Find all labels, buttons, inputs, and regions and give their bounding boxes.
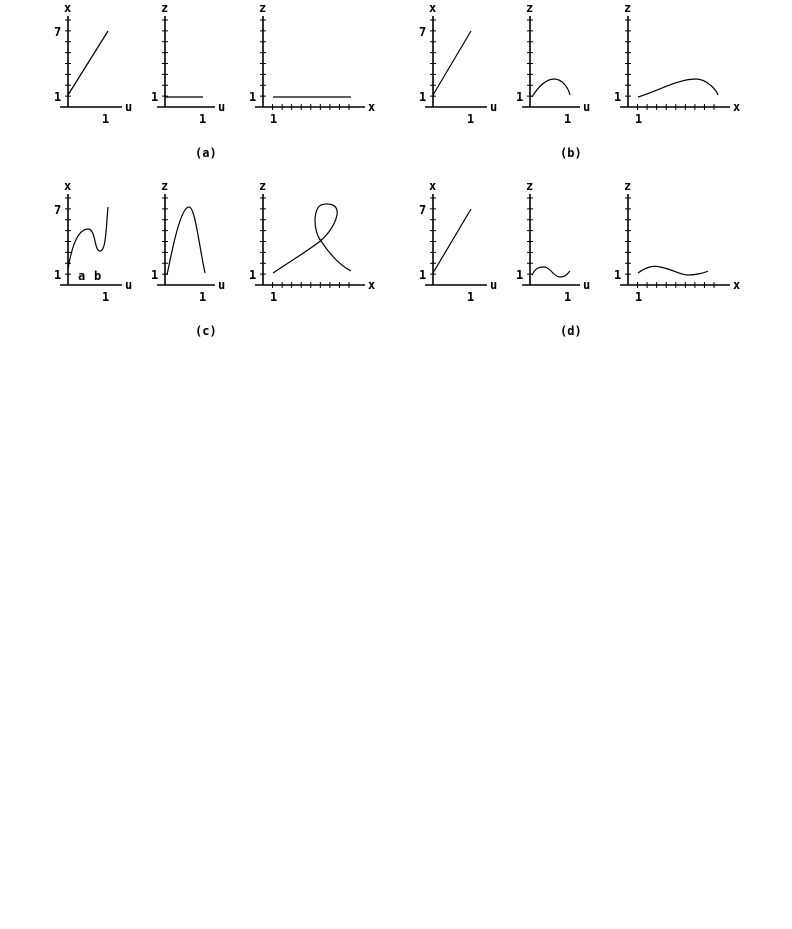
plot-z-vs-x bbox=[249, 179, 375, 304]
y-axis-label: x bbox=[64, 179, 72, 193]
curve bbox=[68, 207, 108, 269]
y-axis-label: z bbox=[624, 179, 632, 193]
x-axis-label: x bbox=[733, 100, 741, 114]
plot-x-vs-u bbox=[54, 1, 132, 126]
y-tick-label-bottom: 1 bbox=[54, 268, 62, 282]
plot-z-vs-u bbox=[151, 179, 225, 304]
x-tick-label: 1 bbox=[564, 290, 572, 304]
y-tick-label-bottom: 1 bbox=[249, 268, 257, 282]
y-tick-label-bottom: 1 bbox=[419, 268, 427, 282]
panel-caption: (c) bbox=[195, 324, 217, 338]
plot-x-vs-u bbox=[419, 1, 497, 126]
y-axis-label: x bbox=[64, 1, 72, 15]
plot-z-vs-u bbox=[151, 1, 225, 126]
y-tick-label-top: 7 bbox=[54, 25, 62, 39]
x-axis-label: u bbox=[583, 278, 591, 292]
y-axis-label: x bbox=[429, 1, 437, 15]
x-axis-label: u bbox=[218, 100, 226, 114]
y-tick-label-bottom: 1 bbox=[516, 268, 524, 282]
x-tick-label: 1 bbox=[564, 112, 572, 126]
x-axis-label: u bbox=[125, 100, 133, 114]
x-tick-label: 1 bbox=[467, 112, 475, 126]
y-tick-label-top: 7 bbox=[54, 203, 62, 217]
y-tick-label-bottom: 1 bbox=[614, 268, 622, 282]
y-axis-label: z bbox=[624, 1, 632, 15]
x-axis-label: u bbox=[125, 278, 133, 292]
y-tick-label-bottom: 1 bbox=[516, 90, 524, 104]
x-tick-label: 1 bbox=[199, 112, 207, 126]
curve bbox=[532, 267, 570, 277]
plot-x-vs-u bbox=[419, 179, 497, 304]
plot-x-vs-u bbox=[54, 179, 132, 304]
x-axis-label: u bbox=[490, 278, 498, 292]
panel-a bbox=[54, 1, 375, 160]
curve bbox=[167, 207, 205, 275]
y-tick-label-bottom: 1 bbox=[151, 268, 159, 282]
curve bbox=[532, 79, 570, 97]
y-axis-label: z bbox=[259, 179, 267, 193]
x-tick-label: 1 bbox=[270, 290, 278, 304]
y-tick-label-top: 7 bbox=[419, 203, 427, 217]
curve bbox=[433, 31, 471, 95]
x-axis-label: x bbox=[368, 278, 376, 292]
x-tick-label: 1 bbox=[102, 290, 110, 304]
y-tick-label-top: 7 bbox=[419, 25, 427, 39]
plot-z-vs-u bbox=[516, 1, 590, 126]
panel-caption: (b) bbox=[560, 146, 582, 160]
plot-z-vs-x bbox=[614, 179, 740, 304]
y-tick-label-bottom: 1 bbox=[419, 90, 427, 104]
x-axis-label: u bbox=[490, 100, 498, 114]
x-axis-label: x bbox=[368, 100, 376, 114]
y-axis-label: z bbox=[526, 179, 534, 193]
y-tick-label-bottom: 1 bbox=[614, 90, 622, 104]
y-tick-label-bottom: 1 bbox=[151, 90, 159, 104]
y-axis-label: z bbox=[161, 179, 169, 193]
x-tick-label: 1 bbox=[635, 290, 643, 304]
x-axis-label: x bbox=[733, 278, 741, 292]
x-axis-label: u bbox=[218, 278, 226, 292]
plot-z-vs-x bbox=[249, 1, 375, 126]
y-axis-label: z bbox=[161, 1, 169, 15]
panel-caption: (a) bbox=[195, 146, 217, 160]
curve bbox=[273, 204, 351, 273]
x-axis-label: u bbox=[583, 100, 591, 114]
y-axis-label: z bbox=[259, 1, 267, 15]
y-tick-label-bottom: 1 bbox=[249, 90, 257, 104]
y-axis-label: x bbox=[429, 179, 437, 193]
x-tick-label: 1 bbox=[199, 290, 207, 304]
annotation-b: b bbox=[94, 269, 102, 283]
panel-b bbox=[419, 1, 740, 160]
x-tick-label: 1 bbox=[102, 112, 110, 126]
x-tick-label: 1 bbox=[635, 112, 643, 126]
panel-caption: (d) bbox=[560, 324, 582, 338]
panel-c bbox=[54, 179, 375, 338]
curve bbox=[68, 31, 108, 95]
plot-z-vs-u bbox=[516, 179, 590, 304]
curve bbox=[638, 266, 708, 275]
panel-d bbox=[419, 179, 740, 338]
curve bbox=[433, 209, 471, 273]
x-tick-label: 1 bbox=[270, 112, 278, 126]
x-tick-label: 1 bbox=[467, 290, 475, 304]
annotation-a: a bbox=[78, 269, 86, 283]
curve bbox=[638, 79, 718, 97]
plot-z-vs-x bbox=[614, 1, 740, 126]
y-tick-label-bottom: 1 bbox=[54, 90, 62, 104]
y-axis-label: z bbox=[526, 1, 534, 15]
